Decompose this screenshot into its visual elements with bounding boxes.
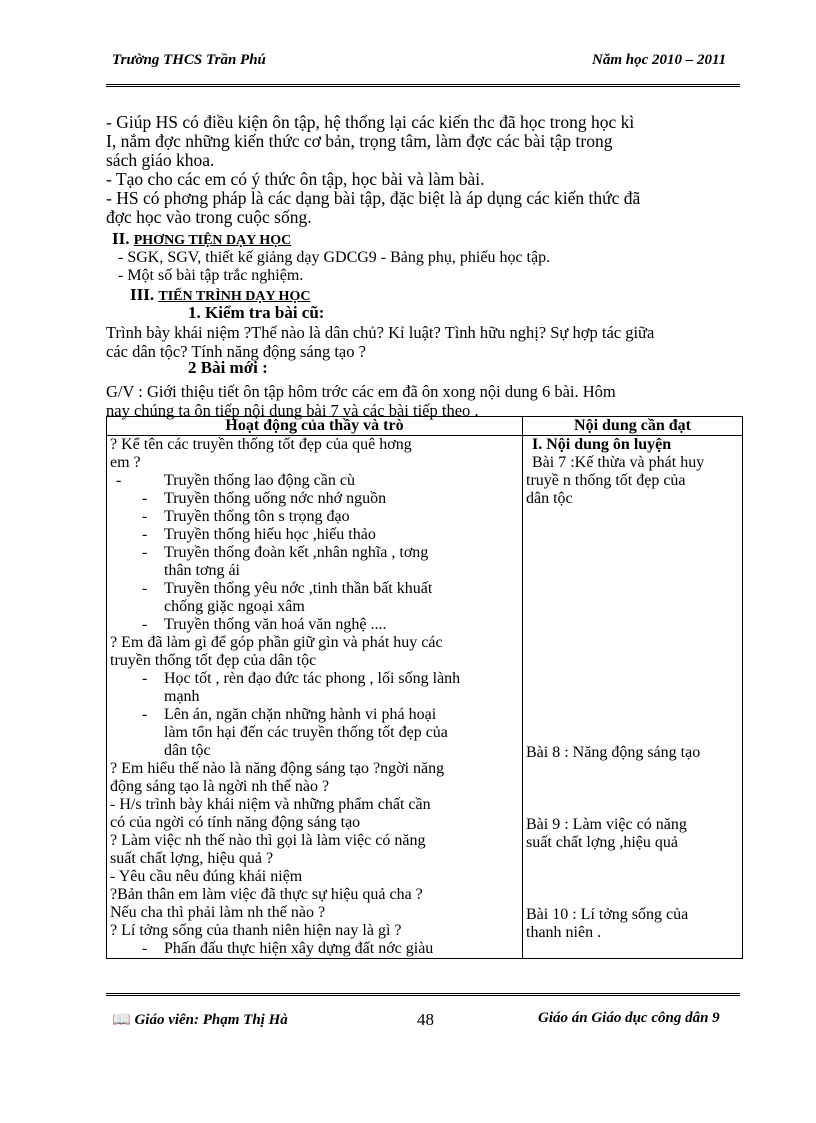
activity-line: em ? — [110, 454, 141, 471]
activity-line: ? Làm việc nh thế nào thì gọi là làm việc có năng — [110, 832, 426, 849]
content-line: truyề n thống tốt đẹp của — [526, 472, 686, 489]
intro-paragraph — [106, 113, 746, 227]
section-2-item: - Một số bài tập trắc nghiệm. — [118, 267, 304, 284]
section-3-number: III. — [130, 285, 155, 304]
activity-line: mạnh — [164, 688, 200, 705]
header-school: Trường THCS Trần Phú — [112, 52, 266, 68]
activity-line: - Truyền thống tôn s trọng đạo — [110, 508, 519, 526]
table-header-activity: Hoạt động của thầy và trò — [107, 417, 523, 436]
intro-line: sách giáo khoa. — [106, 150, 215, 170]
section-2-item: - SGK, SGV, thiết kế giảng dạy GDCG9 - Bảng phụ, phiếu học tập. — [118, 249, 551, 266]
activity-line: Nếu cha thì phải làm nh thế nào ? — [110, 904, 326, 921]
content-section-title — [526, 436, 739, 454]
intro-line: - Giúp HS có điều kiện ôn tập, hệ thống lại các kiến thc đã học trong học kì — [106, 112, 635, 132]
baimoi-line: nay chúng ta ôn tiếp nội dung bài 7 và các bài tiếp theo . — [106, 401, 479, 420]
content-line: dân tộc — [526, 490, 573, 507]
footer-teacher — [112, 1010, 288, 1029]
intro-line: đợc học vào trong cuộc sống. — [106, 207, 312, 227]
section-3-heading — [130, 285, 310, 305]
kiemtra-line: Trình bày khái niệm ?Thế nào là dân chủ? Kỉ luật? Tình hữu nghị? Sự hợp tác giữa — [106, 323, 655, 342]
content-bai8: Bài 8 : Năng động sáng tạo — [526, 744, 701, 761]
content-line: Bài 7 :Kế thừa và phát huy — [532, 454, 705, 471]
content-bai9-line: suất chất lợng ,hiệu quả — [526, 834, 678, 851]
activity-line: - Phấn đấu thực hiện xây dựng đất nớc giàu — [110, 940, 519, 958]
intro-line: - HS có phơng pháp là các dạng bài tập, đặc biệt là áp dụng các kiến thức đã — [106, 188, 641, 208]
content-section-label: I. Nội dung ôn luyện — [532, 436, 672, 453]
activity-cell — [107, 436, 523, 959]
content-bai9-line: Bài 9 : Làm việc có năng — [526, 816, 687, 833]
activity-line: truyền thống tốt đẹp của dân tộc — [110, 652, 317, 669]
activity-line: - Truyền thống lao động cần cù — [110, 472, 519, 490]
activity-line: làm tổn hại đến các truyền thống tốt đẹp của — [164, 724, 448, 741]
lesson-table — [106, 416, 743, 959]
footer-teacher-name: Giáo viên: Phạm Thị Hà — [134, 1012, 288, 1028]
book-icon: 📖 — [112, 1012, 131, 1028]
activity-line: - Lên án, ngăn chặn những hành vi phá hoại — [110, 706, 519, 724]
baimoi-text — [106, 382, 746, 420]
activity-line: động sáng tạo là ngời nh thế nào ? — [110, 778, 330, 795]
activity-line: - Truyền thống uống nớc nhớ nguồn — [110, 490, 519, 508]
content-bai10-line: thanh niên . — [526, 924, 602, 941]
activity-line: - Học tốt , rèn đạo đức tác phong , lối sống lành — [110, 670, 519, 688]
activity-line: - Truyền thống hiếu học ,hiếu thảo — [110, 526, 519, 544]
section-2-title: PHƠNG TIỆN DẠY HỌC — [133, 233, 292, 248]
header-year: Năm học 2010 – 2011 — [592, 52, 727, 68]
activity-line: thân tơng ái — [164, 562, 240, 579]
activity-line: ? Em hiểu thế nào là năng động sáng tạo ?ngời năng — [110, 760, 445, 777]
activity-line: dân tộc — [164, 742, 211, 759]
table-header-content: Nội dung cần đạt — [523, 417, 743, 436]
activity-line: suất chất lợng, hiệu quả ? — [110, 850, 274, 867]
section-3-title: TIẾN TRÌNH DẠY HỌC — [158, 289, 311, 304]
activity-line: ? Lí tởng sống của thanh niên hiện nay là gì ? — [110, 922, 402, 939]
section-2-heading — [112, 229, 291, 249]
activity-line: - Yêu cầu nêu đúng khái niệm — [110, 868, 303, 885]
page-number: 48 — [417, 1010, 434, 1029]
footer-subject: Giáo án Giáo dục công dân 9 — [538, 1010, 720, 1026]
content-bai10-line: Bài 10 : Lí tởng sống của — [526, 906, 689, 923]
kiemtra-line: các dân tộc? Tính năng động sáng tạo ? — [106, 342, 366, 361]
kiemtra-text — [106, 323, 746, 361]
activity-line: - H/s trình bày khái niệm và những phẩm chất cần — [110, 796, 431, 813]
content-cell — [523, 436, 743, 959]
activity-line: - Truyền thống văn hoá văn nghệ .... — [110, 616, 519, 634]
footer-rule — [106, 993, 740, 996]
activity-line: - Truyền thống yêu nớc ,tinh thần bất khuất — [110, 580, 519, 598]
activity-line: có của ngời có tính năng động sáng tạo — [110, 814, 361, 831]
section-2-number: II. — [112, 229, 130, 248]
activity-line: - Truyền thống đoàn kết ,nhân nghĩa , tơng — [110, 544, 519, 562]
activity-line: ? Kể tên các truyền thống tốt đẹp của quê hơng — [110, 436, 412, 453]
intro-line: I, nắm đợc những kiến thức cơ bản, trọng tâm, làm đợc các bài tập trong — [106, 131, 613, 151]
activity-line: ?Bản thân em làm việc đã thực sự hiệu quả cha ? — [110, 886, 423, 903]
intro-line: - Tạo cho các em có ý thức ôn tập, học bài và làm bài. — [106, 169, 485, 189]
baimoi-title: 2 Bài mới : — [188, 358, 268, 377]
kiemtra-title: 1. Kiểm tra bài cũ: — [188, 303, 325, 322]
activity-line: ? Em đã làm gì để góp phần giữ gìn và phát huy các — [110, 634, 443, 651]
activity-line: chống giặc ngoại xâm — [164, 598, 305, 615]
baimoi-line: G/V : Giới thiệu tiết ôn tập hôm trớc các em đã ôn xong nội dung 6 bài. Hôm — [106, 382, 616, 401]
header-rule — [106, 84, 740, 87]
